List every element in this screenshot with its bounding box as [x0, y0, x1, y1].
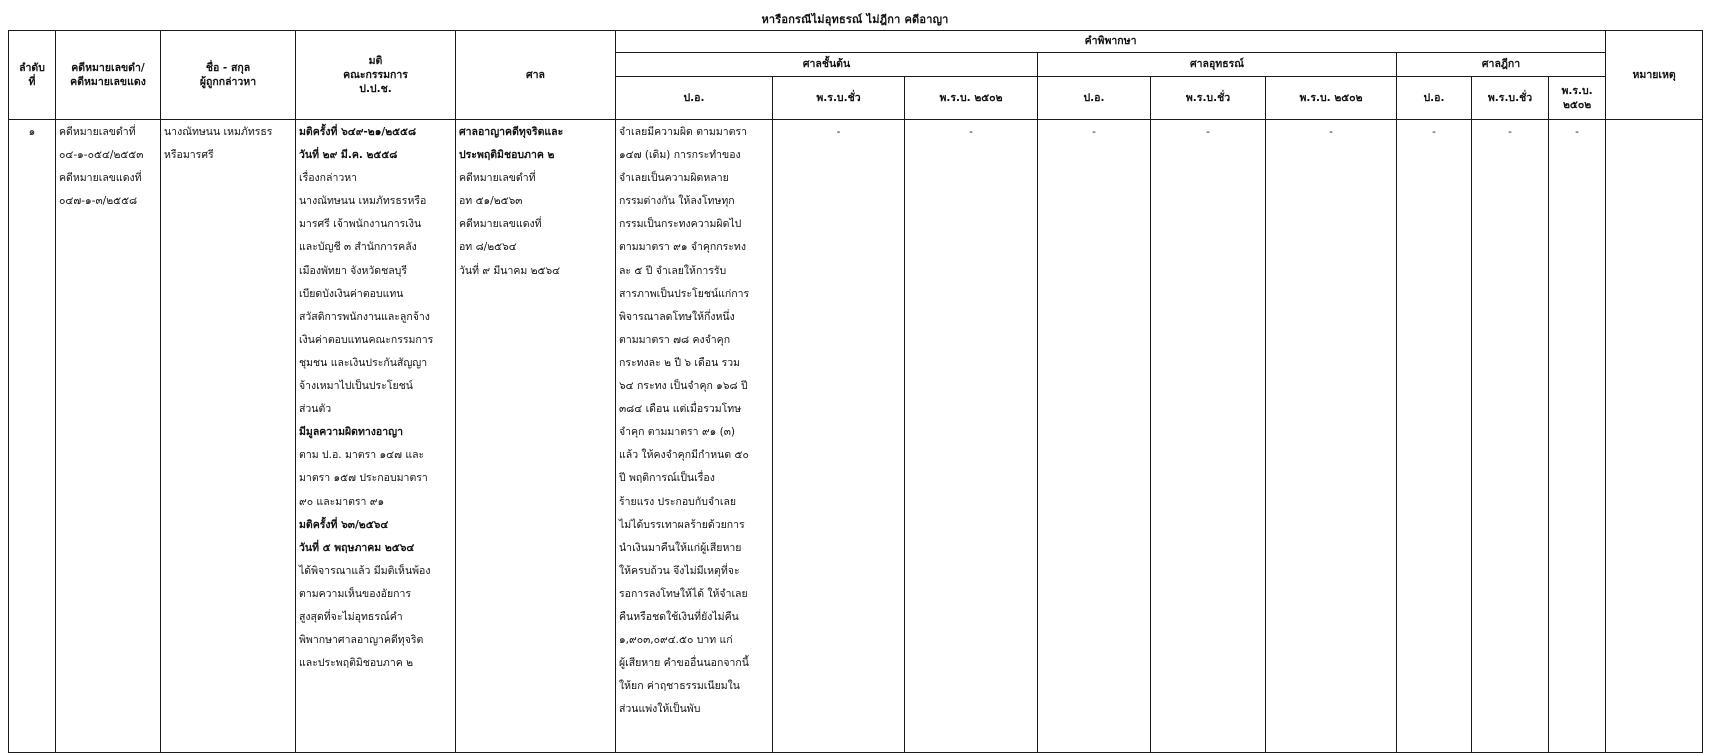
- resolution-line: มารศรี เจ้าพนักงานการเงิน: [299, 218, 422, 231]
- row-resolution: [296, 120, 456, 753]
- header-case-numbers: คดีหมายเลขดำ/ คดีหมายเลขแดง: [56, 31, 161, 120]
- judgment-line: นำเงินมาคืนให้แก่ผู้เสียหาย: [619, 541, 742, 554]
- resolution-line: ๙๐ และมาตรา ๙๑: [299, 495, 385, 508]
- header-court-appeal: ศาลอุทธรณ์: [1038, 53, 1397, 77]
- header-court: ศาล: [456, 31, 616, 120]
- court-line: คดีหมายเลขดำที่: [459, 172, 536, 185]
- judgment-line: จำเลยเป็นความผิดหลาย: [619, 172, 729, 185]
- resolution-line: และบัญชี ๓ สำนักการคลัง: [299, 241, 417, 254]
- header-supreme-act-2502: พ.ร.บ. ๒๕๐๒: [1549, 77, 1606, 120]
- resolution-line: จ้างเหมาไปเป็นประโยชน์: [299, 380, 413, 393]
- header-remarks: หมายเหตุ: [1606, 31, 1703, 120]
- resolution-line: ส่วนตัว: [299, 403, 332, 416]
- resolution-line: มติครั้งที่ ๖๔๙-๒๑/๒๕๕๘: [299, 126, 417, 138]
- judgment-line: ส่วนแพ่งให้เป็นพับ: [619, 703, 701, 716]
- row-accused-name: [161, 120, 296, 753]
- header-court-supreme: ศาลฎีกา: [1397, 53, 1606, 77]
- court-line: วันที่ ๙ มีนาคม ๒๕๖๔: [459, 264, 561, 277]
- judgment-line: พิจารณาลดโทษให้กึ่งหนึ่ง: [619, 310, 735, 323]
- accused-name-line: นางณัทษนน เหมภัทรธร: [164, 126, 273, 138]
- judgment-line: จำเลยมีความผิด ตามมาตรา: [619, 126, 747, 138]
- row-order: ๑: [9, 120, 56, 753]
- judgment-line: ร้ายแรง ประกอบกับจำเลย: [619, 495, 737, 508]
- judgment-line: สารภาพเป็นประโยชน์แก่การ: [619, 287, 750, 300]
- header-appeal-act-2502: พ.ร.บ. ๒๕๐๒: [1266, 77, 1397, 120]
- judgment-line: ละ ๕ ปี จำเลยให้การรับ: [619, 264, 727, 277]
- resolution-line: ชุมชน และเงินประกันสัญญา: [299, 356, 428, 369]
- header-supreme-interim-act: พ.ร.บ.ชั่ว: [1472, 77, 1549, 120]
- resolution-line: ตามความเห็นของอัยการ: [299, 587, 412, 600]
- row-remarks: [1606, 120, 1703, 753]
- row-appeal-interim-act: -: [1151, 120, 1266, 753]
- judgment-line: ตามมาตรา ๙๑ จำคุกกระทง: [619, 241, 746, 254]
- resolution-line: เมืองพัทยา จังหวัดชลบุรี: [299, 264, 407, 277]
- header-court-first-instance: ศาลชั้นต้น: [616, 53, 1038, 77]
- judgment-line: คืนหรือชดใช้เงินที่ยังไม่คืน: [619, 610, 739, 623]
- row-appeal-act-2502: -: [1266, 120, 1397, 753]
- document-title: หารือกรณีไม่อุทธรณ์ ไม่ฎีกา คดีอาญา: [761, 13, 949, 26]
- header-first-interim-act: พ.ร.บ.ชั่ว: [773, 77, 905, 120]
- case-number-line: คดีหมายเลขดำที่: [59, 126, 136, 138]
- case-number-line: คดีหมายเลขแดงที่: [59, 172, 142, 185]
- resolution-line: วันที่ ๒๙ มี.ค. ๒๕๕๘: [299, 149, 398, 162]
- court-line: อท ๕๑/๒๕๖๓: [459, 195, 523, 208]
- resolution-line: ตาม ป.อ. มาตรา ๑๔๗ และ: [299, 449, 425, 462]
- court-line: ประพฤติมิชอบภาค ๒: [459, 149, 555, 162]
- header-appeal-interim-act: พ.ร.บ.ชั่ว: [1151, 77, 1266, 120]
- resolution-line: มาตรา ๑๕๗ ประกอบมาตรา: [299, 472, 428, 485]
- resolution-line: มีมูลความผิดทางอาญา: [299, 426, 403, 439]
- resolution-line: เรื่องกล่าวหา: [299, 172, 358, 185]
- judgment-line: ให้ยก ค่าฤชาธรรมเนียมใน: [619, 680, 740, 693]
- header-accused-name: ชื่อ - สกุล ผู้ถูกกล่าวหา: [161, 31, 296, 120]
- row-court: [456, 120, 616, 753]
- row-supreme-interim-act: -: [1472, 120, 1549, 753]
- judgment-line: รอการลงโทษให้ได้ ให้จำเลย: [619, 587, 748, 600]
- resolution-line: วันที่ ๕ พฤษภาคม ๒๕๖๔: [299, 541, 415, 554]
- judgment-line: ตามมาตรา ๗๘ คงจำคุก: [619, 333, 731, 346]
- row-first-interim-act: -: [773, 120, 905, 753]
- row-supreme-act-2502: -: [1549, 120, 1606, 753]
- row-case-numbers: [56, 120, 161, 753]
- judgment-line: ผู้เสียหาย คำขออื่นนอกจากนี้: [619, 657, 749, 670]
- judgment-line: ปี พฤติการณ์เป็นเรื่อง: [619, 472, 715, 485]
- table-row: [9, 120, 1703, 753]
- header-first-criminal-code: ป.อ.: [616, 77, 773, 120]
- resolution-line: มติครั้งที่ ๖๓/๒๕๖๔: [299, 518, 389, 531]
- resolution-line: สวัสดิการพนักงานและลูกจ้าง: [299, 310, 430, 323]
- court-line: อท ๘/๒๕๖๔: [459, 241, 517, 254]
- court-line: ศาลอาญาคดีทุจริตและ: [459, 126, 564, 138]
- resolution-line: และประพฤติมิชอบภาค ๒: [299, 657, 414, 670]
- header-judgment: คำพิพากษา: [616, 31, 1606, 53]
- court-line: คดีหมายเลขแดงที่: [459, 218, 542, 231]
- judgment-line: ไม่ได้บรรเทาผลร้ายด้วยการ: [619, 518, 745, 531]
- header-supreme-criminal-code: ป.อ.: [1397, 77, 1472, 120]
- judgment-line: ๑,๙๐๓,๐๙๔.๕๐ บาท แก่: [619, 634, 733, 647]
- header-resolution: มติ คณะกรรมการ ป.ป.ช.: [296, 31, 456, 120]
- judgment-line: แล้ว ให้คงจำคุกมีกำหนด ๕๐: [619, 449, 749, 462]
- resolution-line: ได้พิจารณาแล้ว มีมติเห็นพ้อง: [299, 564, 431, 577]
- judgment-line: กรรมต่างกัน ให้ลงโทษทุก: [619, 195, 735, 208]
- header-first-act-2502: พ.ร.บ. ๒๕๐๒: [905, 77, 1038, 120]
- judgment-line: กระทงละ ๒ ปี ๖ เดือน รวม: [619, 356, 741, 369]
- judgment-table: [8, 30, 1703, 753]
- judgment-line: ๓๘๔ เดือน แต่เมื่อรวมโทษ: [619, 403, 742, 416]
- resolution-line: เบียดบังเงินค่าตอบแทน: [299, 287, 404, 300]
- judgment-line: ๑๔๗ (เดิม) การกระทำของ: [619, 149, 741, 162]
- resolution-line: พิพากษาศาลอาญาคดีทุจริต: [299, 634, 424, 647]
- header-order-no: ลำดับ ที่: [9, 31, 56, 120]
- accused-name-line: หรือมารศรี: [164, 149, 214, 162]
- row-judgment-first-criminal-code: [616, 120, 773, 753]
- header-appeal-criminal-code: ป.อ.: [1038, 77, 1151, 120]
- resolution-line: เงินค่าตอบแทนคณะกรรมการ: [299, 333, 434, 346]
- judgment-line: ให้ครบถ้วน จึงไม่มีเหตุที่จะ: [619, 564, 740, 577]
- judgment-line: ๖๔ กระทง เป็นจำคุก ๑๖๘ ปี: [619, 380, 748, 393]
- row-supreme-criminal-code: -: [1397, 120, 1472, 753]
- judgment-line: จำคุก ตามมาตรา ๙๑ (๓): [619, 426, 735, 439]
- row-first-act-2502: -: [905, 120, 1038, 753]
- resolution-line: สูงสุดที่จะไม่อุทธรณ์คำ: [299, 610, 403, 623]
- case-number-line: ๐๔๗-๑-๓/๒๕๕๘: [59, 195, 138, 208]
- resolution-line: นางณัทษนน เหมภัทรธรหรือ: [299, 195, 427, 208]
- row-appeal-criminal-code: -: [1038, 120, 1151, 753]
- judgment-line: กรรมเป็นกระทงความผิดไป: [619, 218, 742, 231]
- case-number-line: ๐๔-๑-๐๕๔/๒๕๕๓: [59, 149, 144, 162]
